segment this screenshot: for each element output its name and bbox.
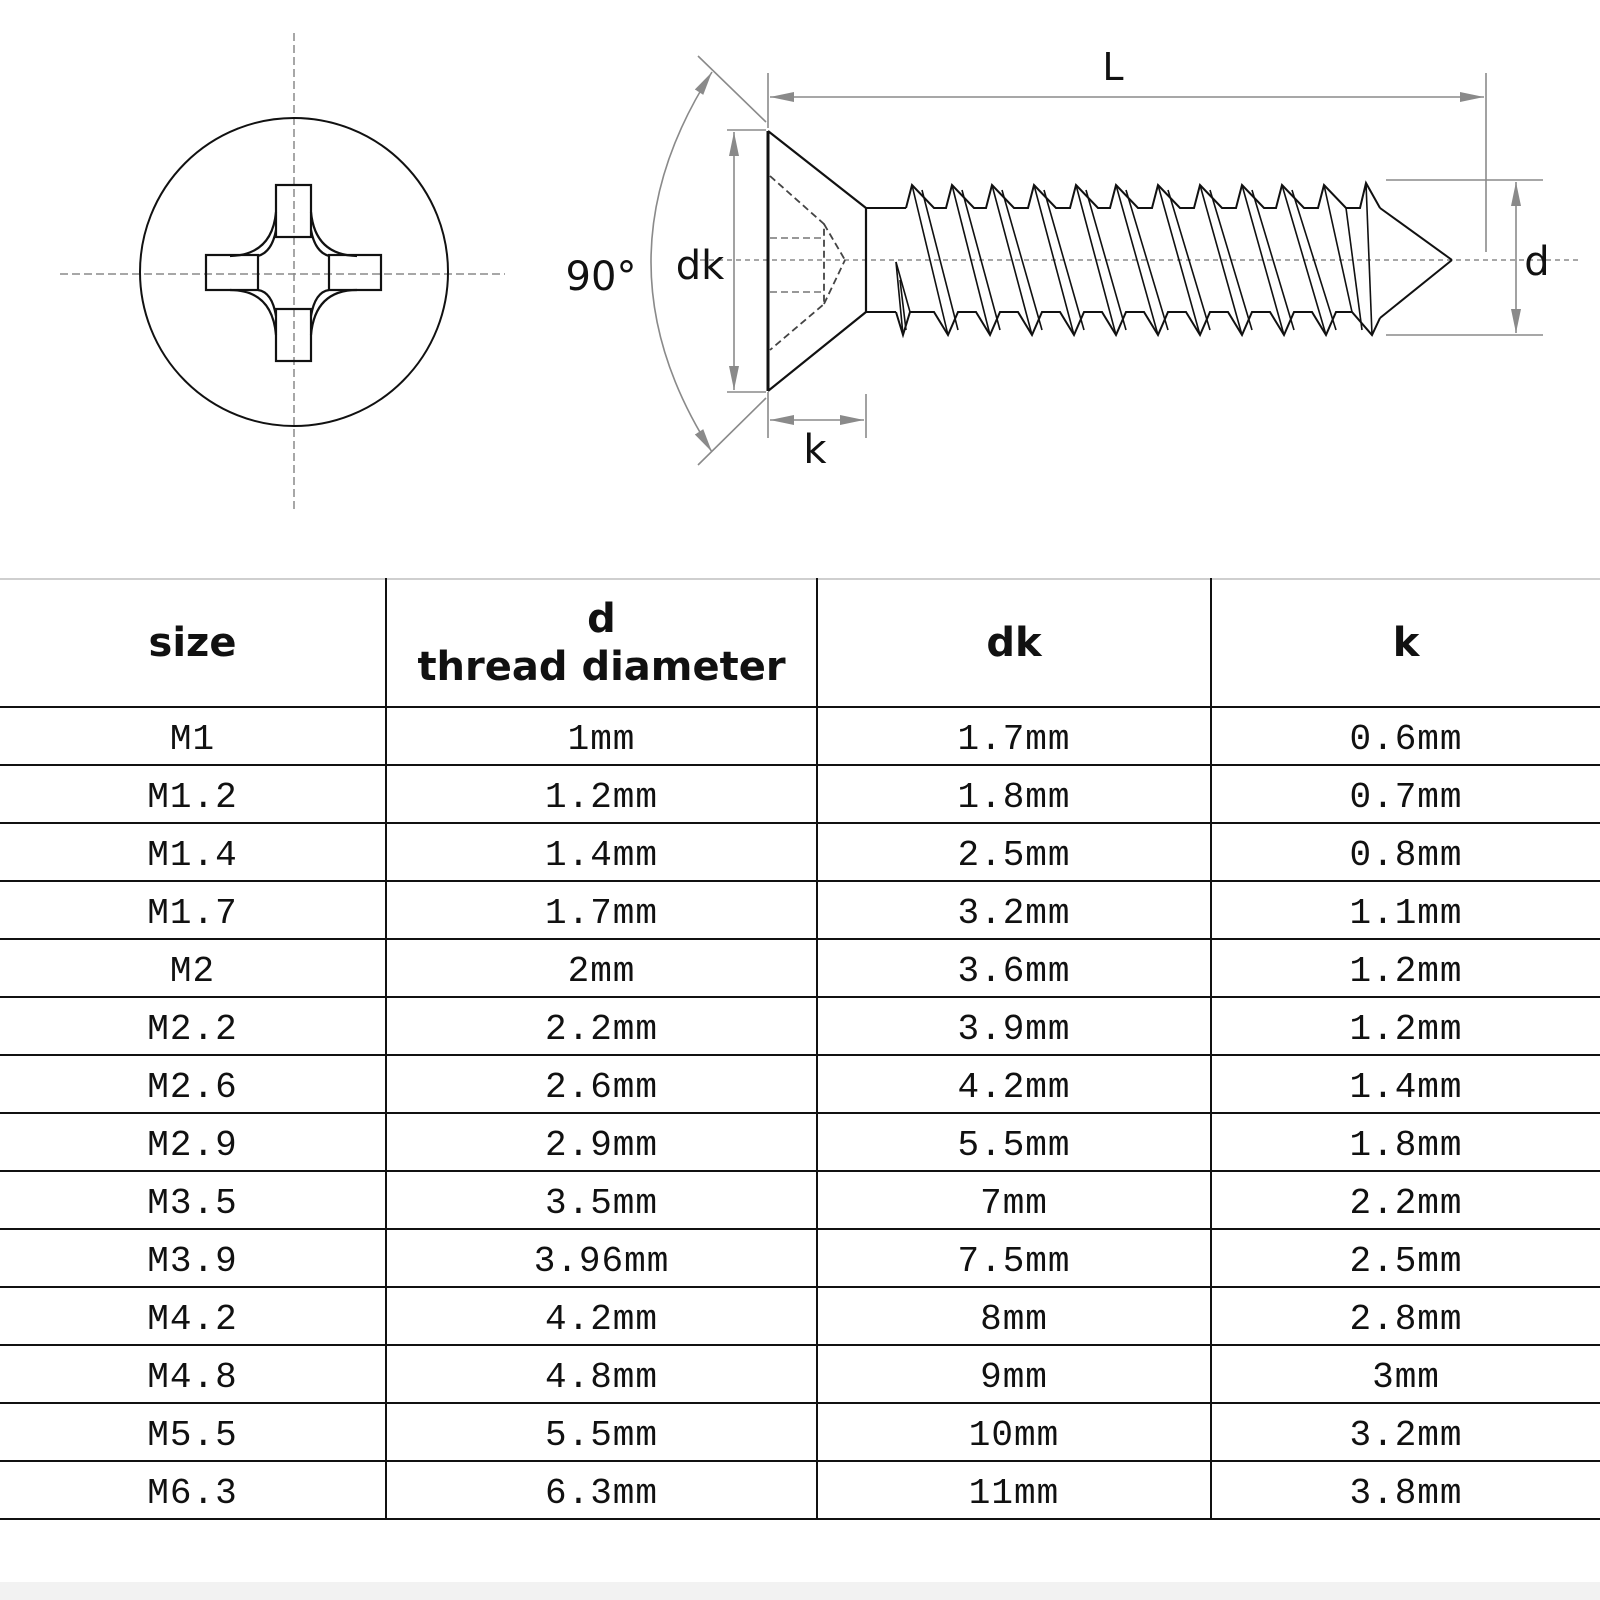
cell-size: M3.5 xyxy=(0,1171,386,1229)
cell-k: 0.6mm xyxy=(1211,707,1600,765)
cell-size: M1.4 xyxy=(0,823,386,881)
table-row xyxy=(0,1461,1600,1519)
cell-thread-diameter: 3.96mm xyxy=(386,1229,817,1287)
cell-size: M6.3 xyxy=(0,1461,386,1519)
spec-table-container xyxy=(0,578,1600,1520)
cell-size: M3.9 xyxy=(0,1229,386,1287)
dk-label: dk xyxy=(675,243,725,289)
screw-diagram xyxy=(0,0,1600,560)
cell-k: 2.2mm xyxy=(1211,1171,1600,1229)
cell-k: 1.2mm xyxy=(1211,939,1600,997)
cell-k: 1.4mm xyxy=(1211,1055,1600,1113)
cell-size: M2.6 xyxy=(0,1055,386,1113)
cell-dk: 9mm xyxy=(817,1345,1211,1403)
cell-dk: 3.9mm xyxy=(817,997,1211,1055)
table-row xyxy=(0,939,1600,997)
cell-dk: 3.6mm xyxy=(817,939,1211,997)
cell-dk: 1.7mm xyxy=(817,707,1211,765)
cell-k: 1.8mm xyxy=(1211,1113,1600,1171)
cell-size: M1.7 xyxy=(0,881,386,939)
threaded-shank xyxy=(866,183,1452,335)
cell-size: M2.2 xyxy=(0,997,386,1055)
cell-dk: 5.5mm xyxy=(817,1113,1211,1171)
recess-hidden-lines xyxy=(770,176,845,350)
cell-k: 2.5mm xyxy=(1211,1229,1600,1287)
cell-thread-diameter: 3.5mm xyxy=(386,1171,817,1229)
angle-label: 90° xyxy=(565,254,637,300)
cell-size: M2 xyxy=(0,939,386,997)
table-row xyxy=(0,1171,1600,1229)
cell-k: 2.8mm xyxy=(1211,1287,1600,1345)
cell-k: 1.1mm xyxy=(1211,881,1600,939)
cell-dk: 8mm xyxy=(817,1287,1211,1345)
cell-size: M1 xyxy=(0,707,386,765)
header-d-description: thread diameter xyxy=(417,644,786,690)
cell-size: M4.2 xyxy=(0,1287,386,1345)
header-k: k xyxy=(1211,579,1600,707)
header-thread-diameter xyxy=(386,579,817,707)
cell-thread-diameter: 1.7mm xyxy=(386,881,817,939)
table-row xyxy=(0,1287,1600,1345)
table-row xyxy=(0,765,1600,823)
cell-size: M2.9 xyxy=(0,1113,386,1171)
cell-size: M4.8 xyxy=(0,1345,386,1403)
table-row xyxy=(0,1403,1600,1461)
table-header-row xyxy=(0,579,1600,707)
cell-k: 0.7mm xyxy=(1211,765,1600,823)
table-row xyxy=(0,1113,1600,1171)
d-label: d xyxy=(1524,239,1550,285)
cell-size: M1.2 xyxy=(0,765,386,823)
table-row xyxy=(0,1229,1600,1287)
cell-thread-diameter: 1mm xyxy=(386,707,817,765)
cell-thread-diameter: 4.8mm xyxy=(386,1345,817,1403)
header-size: size xyxy=(0,579,386,707)
table-row xyxy=(0,881,1600,939)
cell-thread-diameter: 2.6mm xyxy=(386,1055,817,1113)
cell-dk: 4.2mm xyxy=(817,1055,1211,1113)
table-row xyxy=(0,997,1600,1055)
cell-dk: 11mm xyxy=(817,1461,1211,1519)
cell-k: 0.8mm xyxy=(1211,823,1600,881)
cell-thread-diameter: 2mm xyxy=(386,939,817,997)
cell-thread-diameter: 2.2mm xyxy=(386,997,817,1055)
head-outline-circle xyxy=(140,118,448,426)
countersunk-head xyxy=(768,131,866,391)
k-label: k xyxy=(803,427,827,473)
cell-dk: 2.5mm xyxy=(817,823,1211,881)
cell-dk: 7mm xyxy=(817,1171,1211,1229)
table-row xyxy=(0,823,1600,881)
table-row xyxy=(0,1345,1600,1403)
header-d-symbol: d xyxy=(587,596,616,642)
header-dk: dk xyxy=(817,579,1211,707)
cell-dk: 10mm xyxy=(817,1403,1211,1461)
screw-spec-table xyxy=(0,578,1600,1520)
table-row xyxy=(0,707,1600,765)
cell-k: 3.8mm xyxy=(1211,1461,1600,1519)
cell-dk: 3.2mm xyxy=(817,881,1211,939)
cell-k: 3.2mm xyxy=(1211,1403,1600,1461)
cell-thread-diameter: 6.3mm xyxy=(386,1461,817,1519)
table-body xyxy=(0,707,1600,1519)
L-label: L xyxy=(1102,45,1124,89)
cell-thread-diameter: 1.2mm xyxy=(386,765,817,823)
cell-thread-diameter: 1.4mm xyxy=(386,823,817,881)
head-top-view xyxy=(60,33,505,512)
cell-k: 3mm xyxy=(1211,1345,1600,1403)
screw-side-view xyxy=(566,45,1582,473)
table-row xyxy=(0,1055,1600,1113)
cell-dk: 1.8mm xyxy=(817,765,1211,823)
cell-k: 1.2mm xyxy=(1211,997,1600,1055)
cell-thread-diameter: 5.5mm xyxy=(386,1403,817,1461)
cell-dk: 7.5mm xyxy=(817,1229,1211,1287)
cell-size: M5.5 xyxy=(0,1403,386,1461)
cell-thread-diameter: 4.2mm xyxy=(386,1287,817,1345)
dimension-labels xyxy=(566,45,1550,473)
bottom-strip xyxy=(0,1582,1600,1600)
cell-thread-diameter: 2.9mm xyxy=(386,1113,817,1171)
